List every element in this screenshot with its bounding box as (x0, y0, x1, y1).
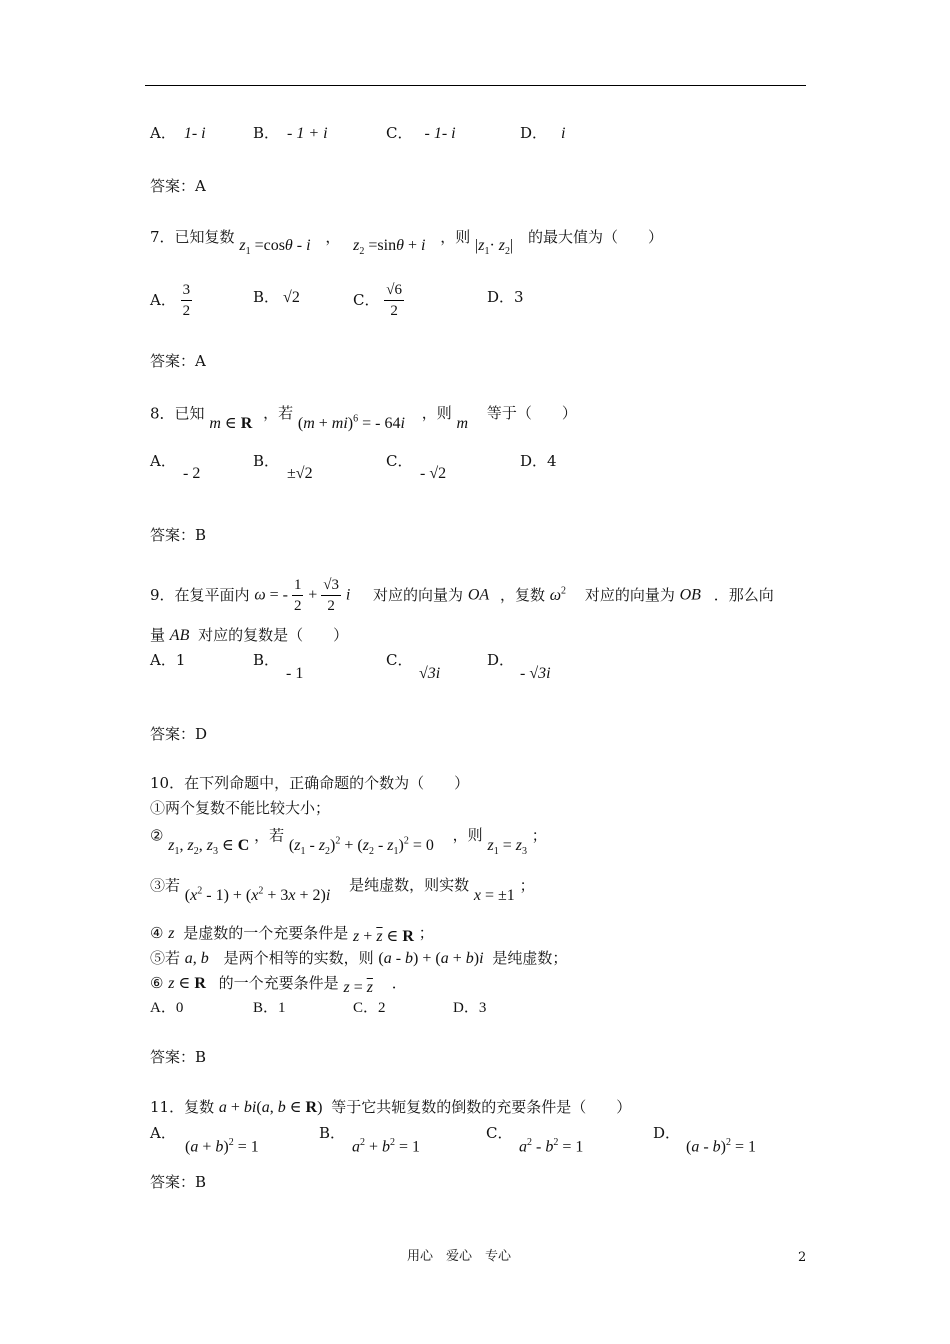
q8-option-b-label: B． (253, 452, 280, 470)
q6-option-c: C． - 1- i (386, 124, 456, 142)
page-number: 2 (798, 1250, 807, 1265)
q11-stem: 11．复数 a + bi(a, b ∈ R) 等于它共轭复数的倒数的充要条件是（ ） (150, 1098, 632, 1116)
q9-answer: 答案：D (150, 725, 208, 743)
q9-option-b-value: - 1 (286, 665, 304, 682)
q7-stem: 7．已知复数 $z_1 =\cos\theta - i$ ， $z_2 =\sin\theta + i$ ，则 $|z_1\cdot z_2|$ 的最大值为（ ） (150, 228, 663, 258)
q8-option-a-value: - 2 (183, 465, 201, 482)
q10-option-d: D．3 (453, 1000, 487, 1016)
q10-proposition-3: ③若 $(x^2 - 1) + (x^2 + 3x + 2)i$ 是纯虚数，则实数 x = ±1 ； (150, 876, 535, 905)
q6-option-b: B． - 1 + i (253, 124, 328, 142)
q7-option-a: A． $\frac{3}{2}$ (150, 282, 191, 319)
q10-option-b: B．1 (253, 1000, 286, 1016)
q8-stem: 8．已知 m ∈ R ，若 (m + mi)$^6$ = - 64i ，则 m 等于（ ） (150, 404, 577, 433)
q10-proposition-6: ⑥ z ∈ R 的一个充要条件是 $z = \overline{z}$ ． (150, 974, 407, 996)
q8-answer: 答案：B (150, 526, 207, 544)
q9-option-b-label: B． (253, 651, 280, 669)
q6-option-a: A． 1- i (150, 124, 206, 142)
q9-option-c-label: C． (386, 651, 413, 669)
q11-option-d-value: (a - b)$^2$ = 1 (686, 1137, 757, 1156)
q6-option-d: D． i (520, 124, 566, 142)
q11-option-a-value: $(a + b)^2 = 1$ (185, 1137, 259, 1156)
q9-option-d-value: - √3i (520, 665, 551, 682)
q8-option-b-value: ±√2 (287, 465, 313, 482)
footer-motto: 用心 爱心 专心 (407, 1249, 512, 1264)
q10-answer: 答案：B (150, 1048, 207, 1066)
q11-option-d-label: D． (653, 1124, 681, 1142)
q9-option-a: A．1 (150, 651, 186, 669)
q10-proposition-2: ② $z_1$, $z_2$, $z_3$ ∈ C ，若 $(z_1 - z_2)^2 + (z_2 - z_1)^2 = 0$ ，则 $z_1 = z_3$ ； (150, 826, 547, 858)
q8-option-c-label: C． (386, 452, 413, 470)
q6-answer: 答案：A (150, 177, 206, 195)
q10-option-a: A．0 (150, 1000, 184, 1016)
q10-proposition-4: ④ z 是虚数的一个充要条件是 $z + \overline{z}$ ∈ R ； (150, 924, 434, 945)
q11-option-a-label: A． (150, 1124, 176, 1142)
q11-option-c-label: C． (486, 1124, 513, 1142)
q8-option-c-value: - √2 (420, 465, 447, 482)
q11-option-b-label: B． (319, 1124, 346, 1142)
q7-answer: 答案：A (150, 352, 206, 370)
q10-stem: 10．在下列命题中，正确命题的个数为（ ） (150, 774, 470, 792)
q11-option-c-value: $a^2 - b^2 = 1$ (519, 1137, 584, 1156)
q9-option-d-label: D． (487, 651, 515, 669)
q10-proposition-5: ⑤若 a, b 是两个相等的实数，则 (a - b) + (a + b)i 是纯虚数； (150, 949, 568, 967)
header-rule (145, 85, 806, 86)
q10-option-c: C．2 (353, 1000, 386, 1016)
q7-option-d: D．3 (487, 288, 524, 306)
q8-option-d: D．4 (520, 452, 557, 470)
q9-option-c-value: √3i (419, 665, 441, 682)
q8-option-a-label: A． (150, 452, 176, 470)
q11-answer: 答案：B (150, 1173, 207, 1191)
q9-stem-line1: 9．在复平面内 ω = - $\frac{1}{2}$ + $\frac{√3}{2}$ i 对应的向量为 OA ，复数 $\omega^2$ 对应的向量为 OB ．那么向 (150, 577, 774, 614)
q11-option-b-value: $a^2 + b^2 = 1$ (352, 1137, 421, 1156)
q7-option-b: B． √2 (253, 288, 300, 306)
q10-proposition-1: ①两个复数不能比较大小； (150, 799, 331, 817)
q9-stem-line2: 量 AB 对应的复数是（ ） (150, 626, 349, 644)
q7-option-c: C． $\frac{√6}{2}$ (353, 282, 402, 319)
